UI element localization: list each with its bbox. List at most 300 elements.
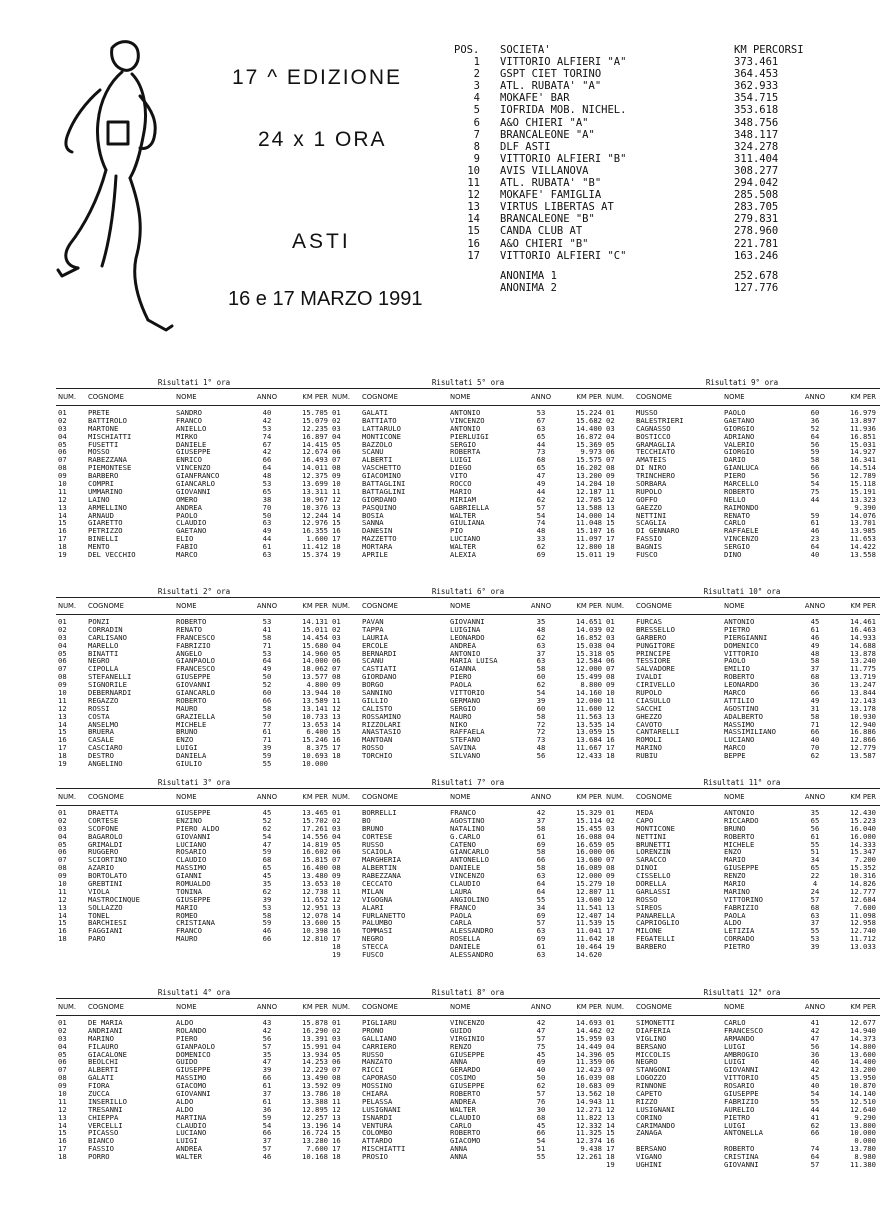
- table-row: [56, 1082, 332, 1090]
- runner-name: ANTONIO: [450, 424, 481, 433]
- runner-year: 68: [262, 855, 272, 865]
- runner-km: 15.011: [576, 550, 602, 560]
- runner-surname: ARMELLINO: [88, 503, 127, 512]
- runner-km: 12.271: [576, 1104, 602, 1114]
- runner-km: 14.960: [302, 648, 328, 658]
- table-row: [56, 626, 332, 634]
- runner-number: 15: [606, 518, 615, 528]
- table-row: [330, 472, 606, 480]
- runner-name: ROBERTA: [450, 448, 481, 457]
- runner-km: 13.653: [302, 879, 328, 889]
- runner-name: ALESSANDRO: [450, 951, 494, 959]
- table-row: [56, 504, 332, 512]
- runner-name: AMBROGIO: [724, 1050, 759, 1059]
- runner-year: 65: [536, 431, 546, 441]
- runner-km: 10.000: [302, 759, 328, 769]
- runner-km: 16.979: [850, 408, 876, 417]
- runner-surname: CAPRIOGLIO: [636, 919, 680, 928]
- runner-name: ROSELLA: [450, 935, 481, 944]
- column-header: KM PER: [850, 602, 876, 610]
- runner-year: 45: [810, 617, 820, 626]
- runner-km: 15.702: [302, 815, 328, 825]
- runner-surname: RUPOLO: [636, 689, 662, 697]
- column-header: COGNOME: [88, 393, 124, 401]
- runner-name: ANTONIO: [724, 809, 755, 817]
- runner-surname: GALATI: [88, 1074, 114, 1083]
- runner-surname: PANARELLA: [636, 911, 675, 920]
- runner-year: 63: [536, 656, 546, 666]
- runner-km: 13.388: [302, 1096, 328, 1106]
- runner-number: 17: [606, 1144, 615, 1154]
- table-row: [56, 1074, 332, 1082]
- runner-name: SERGIO: [450, 440, 476, 449]
- runner-name: ADALBERTO: [724, 712, 763, 721]
- table-row: [604, 527, 880, 535]
- runner-name: GIANNI: [176, 872, 202, 881]
- runner-surname: GHEZZO: [636, 712, 662, 721]
- runner-km: 13.985: [850, 526, 876, 536]
- runner-km: 4.800: [306, 680, 328, 690]
- runner-year: 46: [810, 526, 820, 536]
- runner-number: 14: [606, 1120, 615, 1130]
- table-row: [56, 1043, 332, 1051]
- hour-title: Risultati 5° ora: [431, 378, 505, 387]
- runner-year: 51: [536, 1144, 546, 1154]
- runner-name: DOMENICO: [724, 641, 759, 650]
- runner-name: CORRADO: [724, 935, 755, 944]
- table-row: [56, 535, 332, 543]
- runner-surname: DEL VECCHIO: [88, 551, 136, 559]
- runner-name: MARIO: [724, 880, 746, 888]
- team-name: ATL. RUBATA' "B": [500, 177, 602, 190]
- table-row: [604, 872, 880, 880]
- column-header: ANNO: [804, 793, 826, 801]
- runner-number: 02: [606, 415, 615, 425]
- runner-year: 44: [536, 486, 546, 496]
- runner-number: 11: [58, 695, 67, 705]
- runner-surname: ROSSI: [88, 704, 110, 713]
- runner-km: 13.323: [850, 494, 876, 504]
- runner-name: LUIGI: [176, 1137, 198, 1146]
- standings-row: [454, 129, 854, 141]
- runner-year: 66: [262, 1128, 272, 1138]
- runner-year: 64: [536, 879, 546, 889]
- runner-number: 07: [58, 455, 67, 465]
- runner-year: 69: [536, 934, 546, 944]
- table-row: [56, 1019, 332, 1027]
- runner-name: GIACOMO: [176, 1082, 207, 1091]
- table-row: [56, 409, 332, 417]
- runner-surname: MANZATO: [362, 1058, 393, 1067]
- runner-name: LETIZIA: [724, 927, 755, 936]
- column-header: ANNO: [256, 793, 278, 801]
- runner-name: GIUSEPPE: [450, 1082, 485, 1091]
- runner-year: 66: [810, 1128, 820, 1138]
- runner-surname: PROSIO: [362, 1153, 388, 1162]
- runner-km: 14.688: [850, 640, 876, 650]
- runner-km: 13.200: [576, 471, 602, 481]
- runner-number: 13: [332, 711, 341, 721]
- runner-name: GIOVANNI: [176, 832, 211, 841]
- runner-number: 01: [332, 808, 341, 817]
- runner-km: 13.719: [850, 672, 876, 682]
- runner-number: 08: [606, 463, 615, 473]
- runner-name: PIERGIANNI: [724, 633, 768, 642]
- runner-name: PAOLA: [450, 911, 472, 920]
- runner-number: 04: [606, 431, 615, 441]
- team-name: ATL. RUBATA' "A": [500, 80, 602, 93]
- runner-number: 03: [332, 632, 341, 642]
- runner-km: 13.280: [302, 1136, 328, 1146]
- column-header: KM PER: [302, 1003, 328, 1011]
- table-row: [56, 705, 332, 713]
- column-header: COGNOME: [636, 793, 672, 801]
- runner-km: 15.191: [850, 486, 876, 496]
- runner-number: 01: [606, 808, 615, 817]
- runner-name: VITTORIO: [450, 689, 485, 697]
- table-row: [56, 1106, 332, 1114]
- runner-number: 12: [332, 1104, 341, 1114]
- runner-name: GIUSEPPE: [724, 1090, 759, 1098]
- table-row: [330, 1035, 606, 1043]
- team-km: 283.705: [734, 201, 779, 214]
- runner-km: 15.991: [302, 1041, 328, 1051]
- runner-surname: MARELLO: [88, 641, 119, 650]
- runner-km: 14.422: [850, 542, 876, 552]
- runner-number: 09: [332, 680, 341, 690]
- runner-surname: MARGHERIA: [362, 856, 401, 865]
- column-header: COGNOME: [88, 1003, 124, 1011]
- table-row: [56, 488, 332, 496]
- runner-name: FABIO: [176, 543, 198, 552]
- runner-name: RAFFAELE: [724, 527, 759, 536]
- runner-km: 14.933: [850, 632, 876, 642]
- team-position: 12: [467, 189, 480, 202]
- runner-number: 14: [332, 510, 341, 520]
- table-row: [56, 1129, 332, 1137]
- team-position: 2: [473, 68, 480, 81]
- table-row: [330, 1098, 606, 1106]
- runner-number: 03: [332, 823, 341, 833]
- hour-results-table: [330, 778, 606, 959]
- runner-number: 19: [606, 550, 615, 560]
- runner-km: 13.178: [850, 703, 876, 713]
- table-row: [604, 856, 880, 864]
- runner-name: SAVINA: [450, 744, 476, 753]
- runner-surname: RUSSO: [362, 1050, 384, 1059]
- team-name: VITTORIO ALFIERI "B": [500, 152, 627, 165]
- runner-name: VALERIO: [724, 440, 755, 449]
- table-row: [330, 705, 606, 713]
- runner-surname: PUNGITORE: [636, 641, 675, 650]
- runner-km: 11.936: [850, 423, 876, 433]
- runner-number: 03: [58, 823, 67, 833]
- runner-surname: PONZI: [88, 618, 110, 626]
- hour-results-table: [330, 587, 606, 760]
- runner-km: 9.290: [854, 1112, 876, 1122]
- runner-number: 01: [58, 1018, 67, 1027]
- runner-km: 13.240: [850, 656, 876, 666]
- column-header: COGNOME: [636, 1003, 672, 1011]
- runner-number: 06: [332, 447, 341, 457]
- runner-number: 19: [606, 1160, 615, 1170]
- runner-year: 69: [536, 550, 546, 560]
- runner-year: 49: [810, 695, 820, 705]
- runner-number: 05: [606, 439, 615, 449]
- runner-km: 15.369: [576, 439, 602, 449]
- runner-km: 13.897: [850, 415, 876, 425]
- column-header: NUM.: [332, 393, 351, 401]
- table-row: [604, 441, 880, 449]
- runner-km: 16.463: [850, 624, 876, 634]
- runner-km: 16.400: [302, 863, 328, 873]
- runner-name: GIANCARLO: [176, 480, 215, 488]
- runner-year: 24: [810, 886, 820, 896]
- extra-team-km: 127.776: [734, 281, 779, 294]
- runner-number: 09: [332, 1081, 341, 1091]
- runner-name: ENRICO: [176, 456, 202, 465]
- runner-illustration: [40, 30, 200, 350]
- runner-surname: MICCOLIS: [636, 1050, 671, 1059]
- runner-name: MASSIMO: [176, 864, 207, 873]
- table-row: [56, 1027, 332, 1035]
- runner-name: LUIGI: [724, 1121, 746, 1130]
- runner-number: 16: [332, 526, 341, 536]
- table-row: [604, 1082, 880, 1090]
- runner-name: CLAUDIO: [176, 519, 207, 528]
- runner-name: ROBERTO: [724, 487, 755, 496]
- runner-name: MASSIMILIANO: [724, 728, 776, 737]
- table-row: [56, 744, 332, 752]
- runner-surname: BINELLI: [88, 535, 119, 544]
- table-row: [604, 480, 880, 488]
- runner-year: 56: [536, 751, 546, 761]
- runner-km: 13.247: [850, 680, 876, 690]
- runner-number: 11: [606, 886, 615, 896]
- runner-year: 50: [262, 672, 272, 682]
- runner-surname: VERCELLI: [88, 1121, 123, 1130]
- table-row: [604, 665, 880, 673]
- runner-year: 62: [536, 680, 546, 690]
- runner-number: 13: [58, 711, 67, 721]
- runner-number: 11: [606, 1096, 615, 1106]
- runner-km: 13.589: [302, 695, 328, 705]
- extra-team-km: 252.678: [734, 269, 779, 282]
- runner-km: 13.200: [850, 1065, 876, 1075]
- runner-km: 17.261: [302, 823, 328, 833]
- runner-name: ANNA: [450, 1058, 468, 1067]
- table-row: [56, 1051, 332, 1059]
- column-header: NOME: [450, 393, 471, 401]
- runner-number: 07: [332, 664, 341, 674]
- table-row: [56, 1058, 332, 1066]
- runner-name: ANDREA: [450, 1097, 476, 1106]
- runner-number: 10: [58, 688, 67, 698]
- runner-name: FRANCO: [450, 903, 476, 912]
- team-position: 16: [467, 237, 480, 250]
- column-header: KM PER: [576, 602, 602, 610]
- runner-year: 61: [262, 542, 272, 552]
- runner-surname: SCANU: [362, 448, 384, 457]
- table-row: [56, 841, 332, 849]
- runner-year: 65: [536, 463, 546, 473]
- runner-surname: SALVADORE: [636, 665, 675, 674]
- runner-km: 16.886: [850, 727, 876, 737]
- runner-number: 06: [606, 1057, 615, 1067]
- runner-name: GERARDO: [450, 1066, 481, 1075]
- runner-km: 15.705: [302, 408, 328, 417]
- column-header: NOME: [176, 393, 197, 401]
- table-row: [604, 1145, 880, 1153]
- column-header: COGNOME: [362, 393, 398, 401]
- runner-surname: SCOFONE: [88, 824, 119, 833]
- runner-surname: BORTOLATO: [88, 872, 127, 881]
- runner-year: 54: [262, 1120, 272, 1130]
- table-row: [56, 464, 332, 472]
- runner-surname: GOFFO: [636, 495, 658, 504]
- runner-surname: STANGONI: [636, 1066, 671, 1075]
- runner-km: 12.187: [576, 486, 602, 496]
- runner-surname: PRETE: [88, 409, 110, 417]
- runner-name: CLAUDIO: [176, 1121, 207, 1130]
- runner-km: 15.329: [576, 808, 602, 817]
- runner-km: 10.967: [302, 494, 328, 504]
- runner-km: 13.800: [850, 1120, 876, 1130]
- runner-year: 38: [262, 494, 272, 504]
- table-row: [56, 728, 332, 736]
- runner-name: GIOVANNI: [176, 1090, 211, 1098]
- runner-name: FABRIZIO: [724, 903, 759, 912]
- runner-km: 7.600: [306, 1144, 328, 1154]
- table-row: [604, 1043, 880, 1051]
- table-row: [604, 1090, 880, 1098]
- runner-name: GIOVANNI: [176, 681, 211, 690]
- team-position: 6: [473, 116, 480, 129]
- runner-number: 02: [606, 1025, 615, 1035]
- runner-surname: GREBTINI: [88, 880, 123, 888]
- runner-surname: CALISTO: [362, 704, 393, 713]
- table-row: [604, 1153, 880, 1161]
- runner-year: 61: [262, 1096, 272, 1106]
- runner-km: 13.934: [302, 1049, 328, 1059]
- runner-name: CRISTIANA: [176, 919, 215, 928]
- standings-row: [454, 153, 854, 165]
- runner-surname: CHIARA: [362, 1090, 388, 1098]
- runner-year: 35: [262, 879, 272, 889]
- runner-name: ROBERTO: [450, 1090, 481, 1098]
- column-header: ANNO: [256, 602, 278, 610]
- runner-number: 14: [606, 719, 615, 729]
- runner-surname: CAPETO: [636, 1090, 662, 1098]
- runner-name: ROSARIO: [724, 1082, 755, 1091]
- runner-km: 12.375: [302, 471, 328, 481]
- runner-km: 12.261: [576, 1152, 602, 1162]
- standings-extra-rows: [454, 270, 854, 294]
- runner-km: 10.376: [302, 502, 328, 512]
- runner-name: NELLO: [724, 495, 746, 504]
- runner-number: 12: [332, 494, 341, 504]
- runner-surname: BARBERO: [636, 943, 667, 952]
- runner-number: 19: [332, 950, 341, 960]
- runner-year: 58: [536, 863, 546, 873]
- runner-surname: SCANU: [362, 657, 384, 666]
- team-name: A&O CHIERI "A": [500, 116, 589, 129]
- runner-year: 42: [536, 808, 546, 817]
- runner-km: 15.347: [850, 847, 876, 857]
- runner-km: 10.398: [302, 926, 328, 936]
- runner-km: 11.098: [850, 910, 876, 920]
- runner-year: 67: [536, 415, 546, 425]
- runner-name: SANDRO: [176, 409, 202, 417]
- runner-name: EMILIO: [724, 665, 750, 674]
- runner-number: 10: [606, 688, 615, 698]
- runner-surname: SCAIOLA: [362, 848, 393, 857]
- runner-name: OMERO: [176, 495, 198, 504]
- runner-number: 04: [332, 431, 341, 441]
- team-position: 10: [467, 164, 480, 177]
- runner-number: 06: [332, 1057, 341, 1067]
- runner-number: 05: [332, 648, 341, 658]
- runner-year: 40: [810, 550, 820, 560]
- table-row: [56, 527, 332, 535]
- runner-year: 39: [262, 894, 272, 904]
- runner-surname: PASQUINO: [362, 503, 397, 512]
- table-row: [330, 856, 606, 864]
- runner-number: 17: [58, 743, 67, 753]
- table-row: [56, 472, 332, 480]
- runner-name: GRAZIELLA: [176, 712, 215, 721]
- runner-name: GIUSEPPE: [450, 1050, 485, 1059]
- runner-surname: ZANAGA: [636, 1129, 662, 1138]
- table-row: [604, 1019, 880, 1027]
- runner-surname: BINATTI: [88, 649, 119, 658]
- runner-year: 59: [262, 918, 272, 928]
- runner-number: 04: [332, 1041, 341, 1051]
- runner-km: 13.196: [302, 1120, 328, 1130]
- runner-number: 16: [332, 735, 341, 745]
- team-km: 354.715: [734, 92, 779, 105]
- table-row: [604, 512, 880, 520]
- runner-name: GIANPAOLO: [176, 1042, 215, 1051]
- runner-km: 13.059: [576, 727, 602, 737]
- runner-year: 54: [536, 1136, 546, 1146]
- runner-surname: UMMARINO: [88, 487, 123, 496]
- table-row: [330, 809, 606, 817]
- table-row: [330, 744, 606, 752]
- runner-number: 04: [332, 640, 341, 650]
- runner-year: 64: [810, 431, 820, 441]
- table-row: [56, 456, 332, 464]
- runner-surname: MANTOAN: [362, 736, 393, 745]
- runner-km: 13.878: [850, 648, 876, 658]
- runner-year: 47: [536, 1025, 546, 1035]
- table-row: [604, 409, 880, 417]
- runner-name: VIRGINIO: [450, 1034, 485, 1043]
- runner-year: 59: [262, 847, 272, 857]
- runner-name: GAETANO: [724, 416, 755, 425]
- table-row: [330, 880, 606, 888]
- runner-km: 12.866: [850, 735, 876, 745]
- table-row: [56, 512, 332, 520]
- table-row: [604, 896, 880, 904]
- runner-surname: ALARI: [362, 903, 384, 912]
- runner-number: 09: [606, 471, 615, 481]
- table-row: [56, 809, 332, 817]
- runner-surname: SIREOS: [636, 903, 662, 912]
- runner-km: 13.480: [302, 871, 328, 881]
- table-row: [330, 1051, 606, 1059]
- runner-name: DANIELE: [450, 864, 481, 873]
